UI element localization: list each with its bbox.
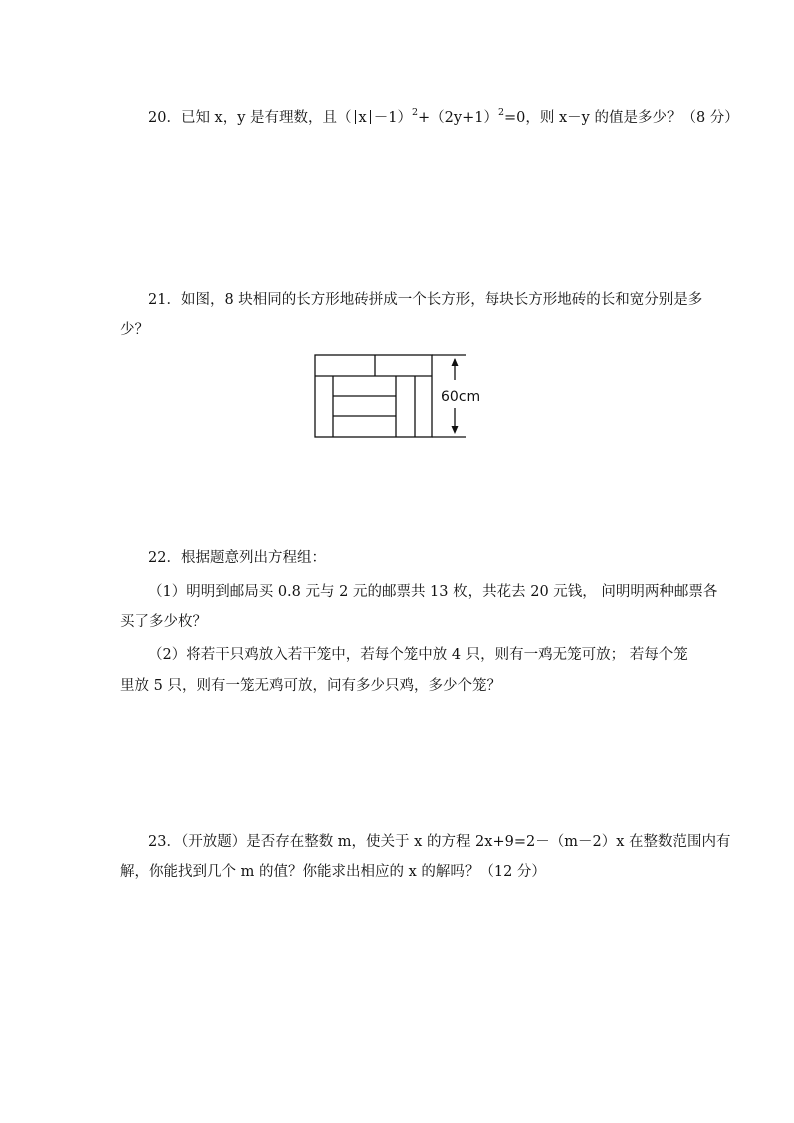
tile-figure: [314, 354, 481, 440]
abs-bar-right: [370, 110, 371, 124]
question-21-line-2: 少？: [120, 322, 149, 338]
question-22-line-1: 22．根据题意列出方程组：: [148, 550, 326, 566]
abs-bar-left: [355, 110, 356, 124]
question-22-part-1-line-1: （1）明明到邮局买 0.8 元与 2 元的邮票共 13 枚，共花去 20 元钱， 问明明两种邮票各: [148, 584, 718, 600]
q20-exponent-1: 2: [411, 107, 419, 118]
question-23-line-2: 解，你能找到几个 m 的值？你能求出相应的 x 的解吗？（12 分）: [120, 864, 546, 880]
arrow-down-icon: [452, 426, 459, 434]
question-22-part-2-line-2: 里放 5 只，则有一笼无鸡可放，问有多少只鸡，多少个笼？: [120, 678, 501, 694]
q20-exponent-2: 2: [497, 107, 505, 118]
q20-plus: +（2y+1）: [418, 110, 498, 126]
q20-tail: =0，则 x－y 的值是多少？（8 分）: [504, 110, 739, 126]
q20-abs-x: x: [358, 110, 367, 126]
q20-lead: 20．已知 x，y 是有理数，且（: [148, 110, 352, 126]
question-20: [148, 103, 739, 128]
question-22-part-1-line-2: 买了多少枚？: [120, 614, 207, 630]
arrow-up-icon: [452, 358, 459, 366]
q20-mid: －1）: [373, 110, 412, 126]
dimension-label: 60cm: [441, 389, 481, 405]
question-22-part-2-line-1: （2）将若干只鸡放入若干笼中，若每个笼中放 4 只，则有一鸡无笼可放； 若每个笼: [148, 647, 688, 663]
question-21-line-1: 21．如图，8 块相同的长方形地砖拼成一个长方形，每块长方形地砖的长和宽分别是多: [148, 292, 703, 308]
question-23-line-1: 23．（开放题）是否存在整数 m，使关于 x 的方程 2x+9=2－（m－2）x 在整数范围内有: [148, 834, 731, 850]
